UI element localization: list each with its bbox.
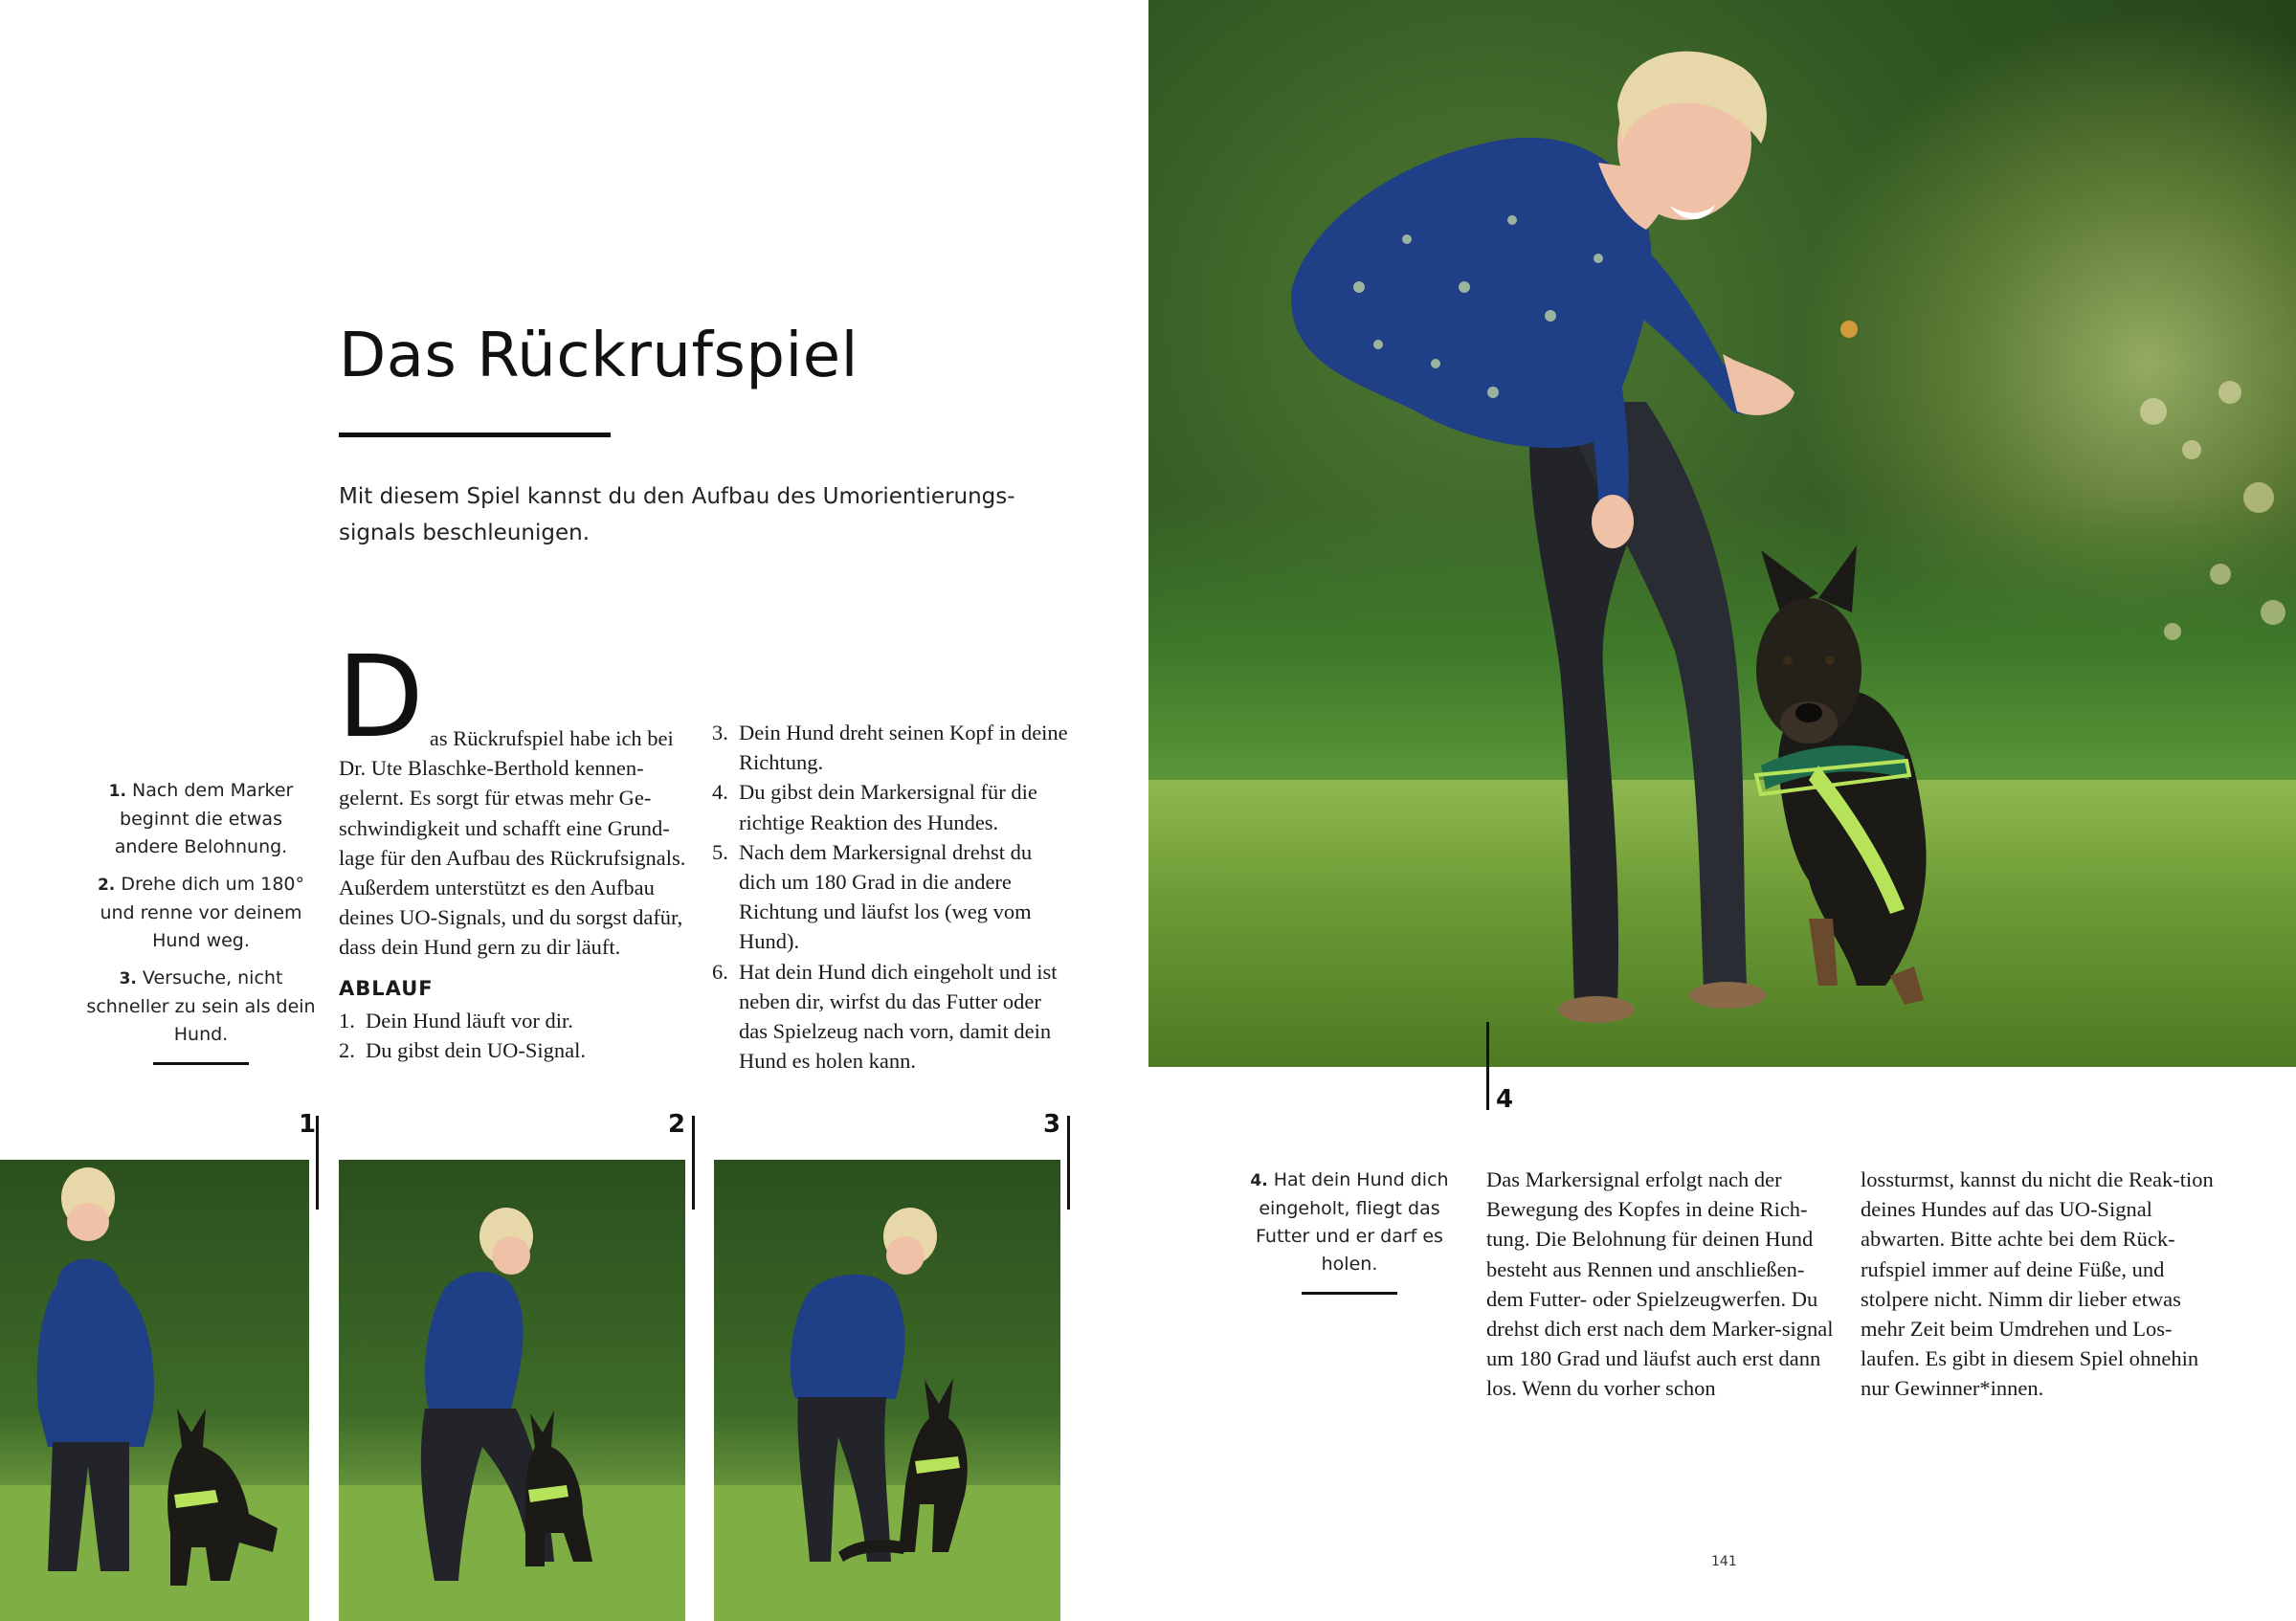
caption-item-3 <box>86 965 316 1049</box>
photo-3-illustration <box>714 1160 1060 1621</box>
caption-number: 4. <box>1250 1171 1268 1190</box>
small-photo-1 <box>0 1160 309 1621</box>
small-photo-2 <box>339 1160 685 1621</box>
step-number: 3. <box>712 721 728 744</box>
step-text: Du gibst dein Markersignal für die richtige Reaktion des Hundes. <box>739 780 1037 834</box>
main-photo-illustration <box>1148 0 2296 1067</box>
caption-number: 2. <box>97 876 116 895</box>
step-number: 4. <box>712 780 728 805</box>
photo-2-illustration <box>339 1160 685 1621</box>
step-text: Dein Hund dreht seinen Kopf in deine Richtung. <box>739 721 1068 775</box>
caption-text: Hat dein Hund dich eingeholt, fliegt das Futter und er darf es holen. <box>1256 1169 1449 1275</box>
ablauf-heading: ABLAUF <box>339 976 434 1000</box>
figure-2-leader-line <box>692 1116 695 1210</box>
caption-number: 3. <box>119 969 137 988</box>
caption-text: Nach dem Marker beginnt die etwas andere Belohnung. <box>114 780 294 857</box>
page-title: Das Rückrufspiel <box>339 321 858 391</box>
title-rule <box>339 433 611 437</box>
caption-right <box>1239 1166 1460 1295</box>
figure-4-label: 4 <box>1496 1085 1514 1114</box>
step-number: 1. <box>339 1008 355 1033</box>
step-number: 5. <box>712 839 728 864</box>
page-number: 141 <box>1711 1554 1737 1569</box>
step-text: Hat dein Hund dich eingeholt und ist neben dir, wirfst du das Futter oder das Spielzeug nach vorn, damit dein Hund es holen kann. <box>739 959 1058 1074</box>
photo-1-illustration <box>0 1160 309 1621</box>
step-text: Nach dem Markersignal drehst du dich um 180 Grad in die andere Richtung und läufst los (weg vom Hund). <box>739 839 1033 954</box>
step-number: 6. <box>712 959 728 984</box>
caption-item-1 <box>86 777 316 861</box>
dog-figure <box>1756 545 1927 1005</box>
caption-text: Versuche, nicht schneller zu sein als dein Hund. <box>86 967 316 1045</box>
intro-text: as Rückrufspiel habe ich bei Dr. Ute Blaschke-Berthold kennen-gelernt. Es sorgt für etwas mehr Ge-schwindigkeit und schafft eine Grund-lage für den Aufbau des Rückrufsignals. Außerdem unterstützt es den Aufbau deines UO-Signals, und du sorgst dafür, dass dein Hund gern zu dir läuft. <box>339 726 686 960</box>
figure-3-leader-line <box>1067 1116 1070 1210</box>
caption-left <box>86 777 316 1065</box>
small-photo-3 <box>714 1160 1060 1621</box>
caption-number: 1. <box>108 782 126 801</box>
caption-rule <box>1302 1292 1397 1295</box>
body-column-2 <box>712 718 1071 1076</box>
body-column-3: Das Markersignal erfolgt nach der Bewegung des Kopfes in deine Rich-tung. Die Belohnung für deinen Hund besteht aus Rennen und anschließen-dem Futter- oder Spielzeugwerfen. Du drehst dich erst nach dem Marker-signal um 180 Grad und läufst auch erst dann los. Wenn du vorher schon <box>1486 1167 1834 1401</box>
step-item <box>339 1035 693 1065</box>
step-item <box>712 718 1071 777</box>
step-item <box>712 777 1071 836</box>
drop-cap: D <box>337 631 424 763</box>
main-photo <box>1148 0 2296 1067</box>
bokeh-dots <box>2140 381 2285 640</box>
steps-list-b <box>712 718 1071 1076</box>
woman-figure <box>1291 52 1794 1023</box>
figure-1-label: 1 <box>299 1110 317 1139</box>
step-item <box>712 837 1071 957</box>
figure-4-leader-line <box>1486 1022 1489 1110</box>
caption-text: Drehe dich um 180° und renne vor deinem Hund weg. <box>100 874 305 951</box>
caption-rule <box>153 1062 249 1065</box>
steps-list-a <box>339 1006 693 1065</box>
step-text: Dein Hund läuft vor dir. <box>366 1008 573 1033</box>
step-item <box>712 957 1071 1077</box>
figure-2-label: 2 <box>668 1110 686 1139</box>
figure-1-leader-line <box>316 1116 319 1210</box>
step-text: Du gibst dein UO-Signal. <box>366 1038 586 1063</box>
caption-item-2 <box>86 871 316 955</box>
treat-icon <box>1840 321 1858 338</box>
lead-paragraph: Mit diesem Spiel kannst du den Aufbau des Umorientierungs-signals beschleunigen. <box>339 484 1015 545</box>
figure-3-label: 3 <box>1043 1110 1061 1139</box>
body-column-4: lossturmst, kannst du nicht die Reak-tion deines Hundes auf das UO-Signal abwarten. Bitte achte bei dem Rück-rufspiel immer auf deine Füße, und stolpere nicht. Nimm dir lieber etwas mehr Zeit beim Umdrehen und Los-laufen. Es gibt in diesem Spiel ohnehin nur Gewinner*innen. <box>1861 1167 2214 1401</box>
body-column-1 <box>337 631 693 1065</box>
step-number: 2. <box>339 1038 355 1063</box>
step-item <box>339 1006 693 1035</box>
